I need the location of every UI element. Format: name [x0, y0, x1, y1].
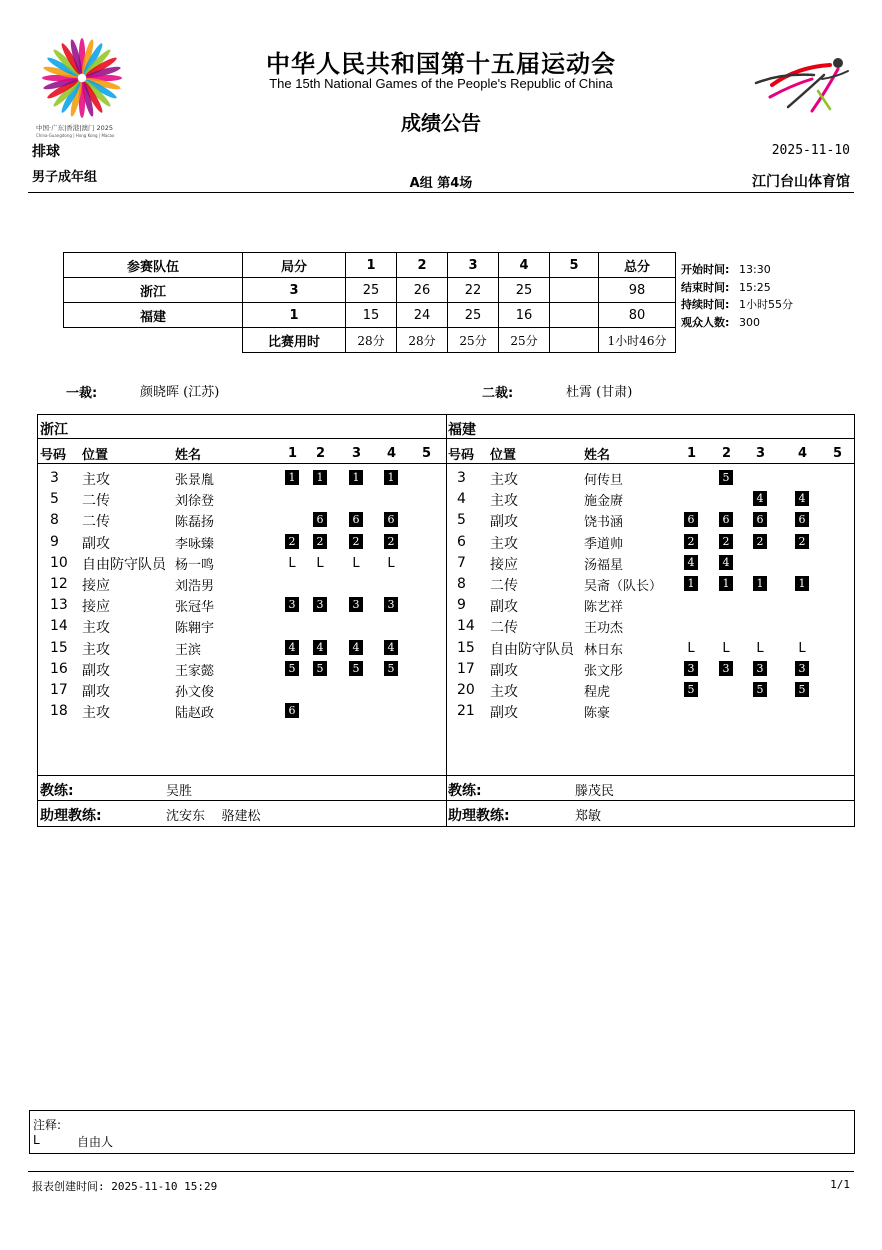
starting-position-badge: 3 — [753, 661, 767, 676]
set-2-duration: 28分 — [397, 328, 448, 353]
player-position: 二传 — [82, 493, 110, 510]
libero-marker: L — [687, 640, 695, 656]
venue: 江门台山体育馆 — [752, 174, 850, 190]
player-number: 4 — [457, 491, 466, 508]
total-points: 80 — [599, 303, 676, 328]
starting-position-badge: 6 — [384, 512, 398, 527]
column-set-2: 2 — [316, 446, 326, 461]
coach-label: 教练: — [448, 783, 482, 799]
set-5-duration — [550, 328, 599, 353]
player-number: 9 — [457, 597, 466, 614]
starting-position-badge: 3 — [349, 597, 363, 612]
volleyball-pictogram — [752, 55, 852, 115]
player-number: 3 — [457, 470, 466, 486]
player-position: 自由防守队员 — [82, 556, 166, 573]
header-total: 总分 — [599, 253, 676, 278]
column-set-4: 4 — [798, 446, 808, 461]
player-number: 18 — [50, 703, 68, 720]
starting-position-badge: 4 — [795, 491, 809, 506]
start-time-label: 开始时间: — [681, 263, 730, 276]
set-3-points: 25 — [448, 303, 499, 328]
set-4-points: 16 — [499, 303, 550, 328]
player-number: 17 — [457, 660, 475, 677]
player-position: 主攻 — [82, 641, 110, 658]
player-number: 21 — [457, 703, 475, 720]
games-title-en: The 15th National Games of the People's Republic of China — [269, 76, 613, 91]
set-3-points: 22 — [448, 278, 499, 303]
player-name: 陈磊扬 — [175, 515, 215, 531]
column-set-4: 4 — [387, 446, 397, 461]
duration-row — [64, 328, 676, 353]
starting-position-badge: 2 — [719, 534, 733, 549]
player-name: 张冠华 — [175, 600, 215, 616]
header-set-4: 4 — [499, 253, 550, 278]
player-name: 陆赵政 — [175, 706, 215, 722]
starting-position-badge: 2 — [349, 534, 363, 549]
player-number: 14 — [457, 618, 475, 635]
player-position: 副攻 — [82, 535, 110, 552]
player-position: 副攻 — [490, 705, 518, 722]
set-5-points — [550, 303, 599, 328]
player-position: 接应 — [82, 578, 110, 594]
header-team: 参赛队伍 — [64, 253, 243, 278]
starting-position-badge: 5 — [684, 682, 698, 697]
set-5-points — [550, 278, 599, 303]
notes-title: 注释: — [33, 1118, 62, 1132]
player-name: 刘徐登 — [175, 494, 215, 510]
player-name: 林日东 — [584, 642, 624, 658]
starting-position-badge: 4 — [719, 555, 733, 570]
starting-position-badge: 2 — [285, 534, 299, 549]
player-name: 李咏臻 — [175, 536, 215, 552]
header-divider — [28, 192, 854, 193]
starting-position-badge: 4 — [349, 640, 363, 655]
starting-position-badge: 3 — [313, 597, 327, 612]
header-set-5: 5 — [550, 253, 599, 278]
starting-position-badge: 6 — [719, 512, 733, 527]
starting-position-badge: 2 — [795, 534, 809, 549]
set-4-duration: 25分 — [499, 328, 550, 353]
column-set-5: 5 — [422, 446, 432, 461]
team-name: 浙江 — [64, 278, 243, 303]
player-number: 6 — [457, 533, 466, 550]
player-position: 副攻 — [82, 662, 110, 679]
player-number: 10 — [50, 554, 68, 571]
end-time-label: 结束时间: — [681, 280, 730, 294]
starting-position-badge: 2 — [384, 534, 398, 549]
player-name: 王功杰 — [584, 621, 624, 637]
assistant-coach-label: 助理教练: — [40, 808, 102, 824]
player-number: 20 — [457, 682, 475, 698]
header-set-3: 3 — [448, 253, 499, 278]
header-row-divider — [37, 463, 855, 464]
header-set-2: 2 — [397, 253, 448, 278]
column-number: 号码 — [40, 448, 67, 463]
starting-position-badge: 1 — [384, 470, 398, 485]
starting-position-badge: 2 — [753, 534, 767, 549]
starting-position-badge: 1 — [795, 576, 809, 591]
notes-key: L — [33, 1133, 40, 1147]
starting-position-badge: 3 — [684, 661, 698, 676]
coach-name: 滕茂民 — [575, 784, 615, 799]
column-set-1: 1 — [288, 446, 298, 461]
second-referee-label: 二裁: — [482, 386, 514, 401]
column-set-3: 3 — [352, 446, 362, 461]
starting-position-badge: 3 — [795, 661, 809, 676]
set-1-duration: 28分 — [346, 328, 397, 353]
player-position: 主攻 — [82, 705, 110, 722]
group-match: A组 第4场 — [409, 176, 473, 191]
player-name: 张景胤 — [175, 473, 215, 488]
player-name: 孙文俊 — [175, 685, 215, 700]
player-name: 施金赓 — [584, 494, 624, 510]
duration-label: 持续时间: — [681, 298, 730, 311]
libero-marker: L — [798, 640, 806, 656]
starting-position-badge: 6 — [285, 703, 299, 718]
player-number: 5 — [50, 491, 59, 508]
player-number: 15 — [457, 639, 475, 656]
column-name: 姓名 — [175, 448, 202, 463]
player-position: 接应 — [82, 599, 110, 616]
player-number: 7 — [457, 554, 466, 571]
notes-value: 自由人 — [77, 1135, 114, 1149]
volleyball-player-icon — [752, 55, 852, 115]
roster-team-name: 浙江 — [40, 422, 68, 438]
player-position: 主攻 — [490, 472, 518, 488]
player-number: 3 — [50, 470, 59, 486]
player-number: 16 — [50, 660, 68, 677]
logo-subcaption: China·Guangdong | Hong Kong | Macao — [36, 133, 115, 138]
starting-position-badge: 2 — [684, 534, 698, 549]
player-number: 12 — [50, 576, 68, 592]
starting-position-badge: 3 — [285, 597, 299, 612]
match-times — [681, 261, 793, 331]
team-row-divider — [37, 438, 855, 439]
starting-position-badge: 6 — [313, 512, 327, 527]
player-position: 主攻 — [490, 535, 518, 552]
footer-divider — [28, 1171, 854, 1172]
empty-cell — [64, 328, 243, 353]
starting-position-badge: 4 — [684, 555, 698, 570]
starting-position-badge: 3 — [384, 597, 398, 612]
spectators-label: 观众人数: — [681, 315, 730, 329]
set-1-points: 25 — [346, 278, 397, 303]
starting-position-badge: 5 — [349, 661, 363, 676]
libero-marker: L — [756, 640, 764, 656]
player-name: 张文彤 — [584, 663, 624, 679]
score-header-row — [64, 253, 676, 278]
match-date: 2025-11-10 — [771, 143, 850, 158]
first-referee-label: 一裁: — [66, 386, 98, 401]
starting-position-badge: 6 — [753, 512, 767, 527]
starting-position-badge: 5 — [313, 661, 327, 676]
player-number: 14 — [50, 618, 68, 635]
player-name: 程虎 — [584, 685, 611, 700]
set-1-points: 15 — [346, 303, 397, 328]
report-title: 成绩公告 — [401, 111, 481, 135]
second-referee: 杜霄 (甘肃) — [566, 385, 633, 400]
player-name: 季道帅 — [584, 536, 624, 552]
player-position: 二传 — [82, 514, 110, 531]
page-number: 1/1 — [830, 1178, 850, 1191]
libero-marker: L — [352, 555, 360, 571]
libero-marker: L — [316, 555, 324, 571]
player-number: 13 — [50, 597, 68, 614]
player-name: 陈豪 — [584, 706, 611, 722]
player-name: 陈艺祥 — [584, 600, 624, 616]
score-table — [63, 252, 676, 353]
starting-position-badge: 5 — [719, 470, 733, 485]
category: 男子成年组 — [32, 170, 98, 185]
starting-position-badge: 3 — [719, 661, 733, 676]
libero-marker: L — [722, 640, 730, 656]
player-position: 二传 — [490, 578, 518, 594]
starting-position-badge: 5 — [285, 661, 299, 676]
starting-position-badge: 1 — [753, 576, 767, 591]
starting-position-badge: 4 — [384, 640, 398, 655]
column-position: 位置 — [82, 448, 109, 463]
total-duration: 1小时46分 — [599, 328, 676, 353]
player-number: 17 — [50, 682, 68, 698]
column-name: 姓名 — [584, 448, 611, 463]
player-name: 刘浩男 — [175, 579, 215, 594]
player-position: 主攻 — [490, 493, 518, 510]
player-name: 吴斋（队长） — [584, 579, 663, 594]
starting-position-badge: 6 — [349, 512, 363, 527]
assistant-coach-names: 沈安东 骆建松 — [166, 809, 261, 824]
assistant-row-divider — [37, 800, 855, 801]
set-4-points: 25 — [499, 278, 550, 303]
column-set-3: 3 — [756, 446, 766, 461]
libero-marker: L — [387, 555, 395, 571]
starting-position-badge: 1 — [684, 576, 698, 591]
player-position: 主攻 — [490, 684, 518, 700]
assistant-coach-label: 助理教练: — [448, 808, 510, 824]
notes-box — [29, 1110, 855, 1154]
starting-position-badge: 4 — [753, 491, 767, 506]
starting-position-badge: 4 — [313, 640, 327, 655]
logo-caption: 中国·广东|香港|澳门 2025 — [36, 124, 114, 132]
column-set-5: 5 — [833, 446, 843, 461]
player-number: 5 — [457, 512, 466, 529]
roster-team-name: 福建 — [448, 422, 476, 438]
coach-row-divider — [37, 775, 855, 776]
column-number: 号码 — [448, 448, 475, 463]
set-score: 1 — [243, 303, 346, 328]
player-name: 何传旦 — [584, 473, 624, 488]
roster-divider — [446, 414, 447, 827]
score-row-team-2 — [64, 303, 676, 328]
player-number: 15 — [50, 639, 68, 656]
player-position: 主攻 — [82, 472, 110, 488]
coach-label: 教练: — [40, 783, 74, 799]
libero-marker: L — [288, 555, 296, 571]
starting-position-badge: 6 — [795, 512, 809, 527]
starting-position-badge: 1 — [313, 470, 327, 485]
end-time: 15:25 — [739, 280, 771, 294]
column-position: 位置 — [490, 448, 517, 463]
duration: 1小时55分 — [739, 298, 793, 311]
player-name: 陈翱宇 — [175, 621, 215, 637]
start-time: 13:30 — [739, 263, 771, 276]
starting-position-badge: 5 — [795, 682, 809, 697]
player-position: 自由防守队员 — [490, 641, 574, 658]
duration-label: 比赛用时 — [243, 328, 346, 353]
games-title-cn: 中华人民共和国第十五届运动会 — [266, 50, 616, 78]
starting-position-badge: 2 — [313, 534, 327, 549]
player-number: 9 — [50, 533, 59, 550]
starting-position-badge: 5 — [384, 661, 398, 676]
assistant-coach-names: 郑敏 — [575, 809, 602, 824]
player-name: 杨一鸣 — [175, 557, 215, 573]
starting-position-badge: 1 — [285, 470, 299, 485]
header-set-1: 1 — [346, 253, 397, 278]
total-points: 98 — [599, 278, 676, 303]
set-2-points: 24 — [397, 303, 448, 328]
player-position: 副攻 — [490, 599, 518, 616]
set-score: 3 — [243, 278, 346, 303]
sport-name: 排球 — [32, 144, 60, 160]
team-name: 福建 — [64, 303, 243, 328]
starting-position-badge: 1 — [349, 470, 363, 485]
player-number: 8 — [457, 576, 466, 592]
starting-position-badge: 4 — [285, 640, 299, 655]
starting-position-badge: 1 — [719, 576, 733, 591]
set-3-duration: 25分 — [448, 328, 499, 353]
player-position: 副攻 — [490, 662, 518, 679]
player-position: 二传 — [490, 620, 518, 637]
header-set-score: 局分 — [243, 253, 346, 278]
player-position: 主攻 — [82, 620, 110, 637]
column-set-2: 2 — [722, 446, 732, 461]
starting-position-badge: 6 — [684, 512, 698, 527]
player-number: 8 — [50, 512, 59, 529]
starting-position-badge: 5 — [753, 682, 767, 697]
player-position: 副攻 — [490, 514, 518, 531]
first-referee: 颜晓晖 (江苏) — [140, 385, 220, 400]
score-row-team-1 — [64, 278, 676, 303]
player-name: 饶书涵 — [584, 515, 624, 531]
player-position: 副攻 — [82, 684, 110, 700]
player-name: 汤福星 — [584, 557, 624, 573]
set-2-points: 26 — [397, 278, 448, 303]
report-created-time: 报表创建时间: 2025-11-10 15:29 — [32, 1180, 218, 1193]
column-set-1: 1 — [687, 446, 697, 461]
player-name: 王滨 — [175, 642, 202, 658]
player-name: 王家懿 — [175, 663, 215, 679]
player-position: 接应 — [490, 556, 518, 573]
spectators: 300 — [739, 315, 760, 329]
coach-name: 吴胜 — [166, 784, 193, 799]
